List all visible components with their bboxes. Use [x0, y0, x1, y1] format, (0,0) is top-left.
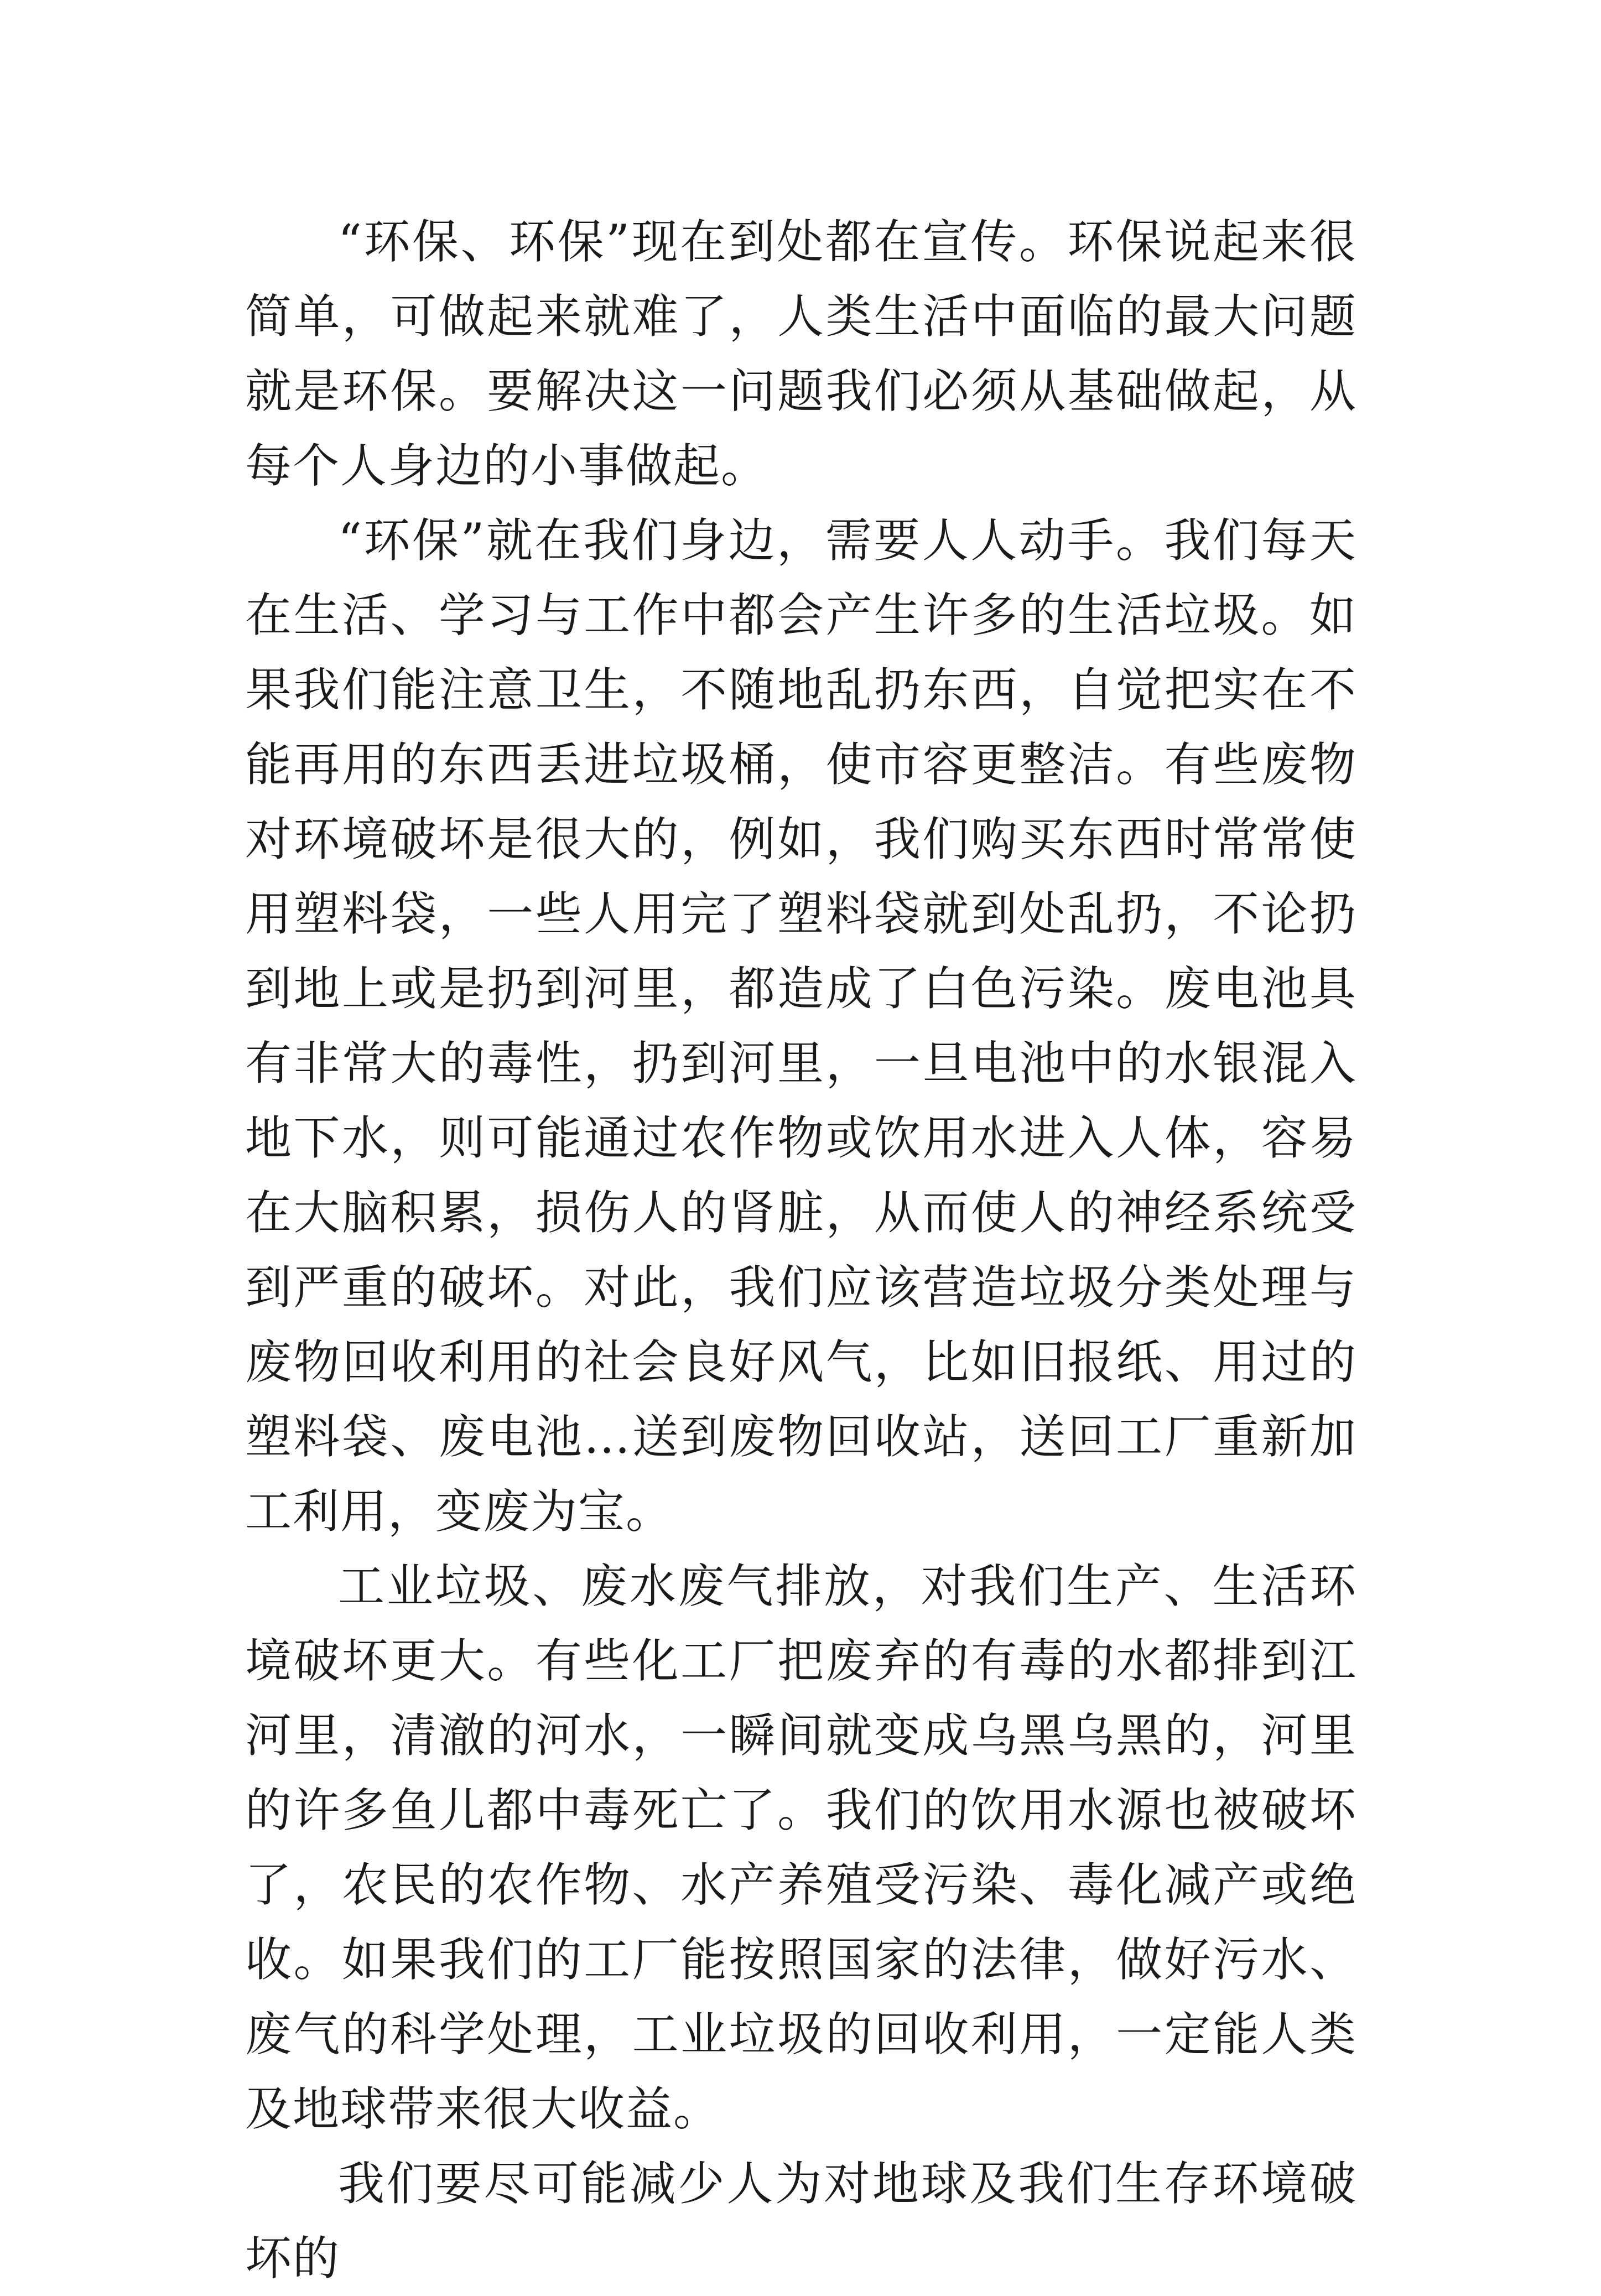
paragraph: 我们要尽可能减少人为对地球及我们生存环境破坏的: [245, 2157, 1357, 2285]
document-body: [245, 205, 1357, 2296]
paragraph: 工业垃圾、废水废气排放，对我们生产、生活环境破坏更大。有些化工厂把废弃的有毒的水都排到江河里，清澈的河水，一瞬间就变成乌黑乌黑的，河里的许多鱼儿都中毒死亡了。我们的饮用水源也被破坏了，农民的农作物、水产养殖受污染、毒化减产或绝收。如果我们的工厂能按照国家的法律，做好污水、废气的科学处理，工业垃圾的回收利用，一定能人类及地球带来很大收益。: [245, 1559, 1357, 2136]
paragraph: “环保、环保”现在到处都在宣传。环保说起来很简单，可做起来就难了，人类生活中面临的最大问题就是环保。要解决这一问题我们必须从基础做起，从每个人身边的小事做起。: [245, 215, 1357, 493]
paragraph: “环保”就在我们身边，需要人人动手。我们每天在生活、学习与工作中都会产生许多的生活垃圾。如果我们能注意卫生，不随地乱扔东西，自觉把实在不能再用的东西丢进垃圾桶，使市容更整洁。有些废物对环境破坏是很大的，例如，我们购买东西时常常使用塑料袋，一些人用完了塑料袋就到处乱扔，不论扔到地上或是扔到河里，都造成了白色污染。废电池具有非常大的毒性，扔到河里，一旦电池中的水银混入地下水，则可能通过农作物或饮用水进入人体，容易在大脑积累，损伤人的肾脏，从而使人的神经系统受到严重的破坏。对此，我们应该营造垃圾分类处理与废物回收利用的社会良好风气，比如旧报纸、用过的塑料袋、废电池…送到废物回收站，送回工厂重新加工利用，变废为宝。: [245, 513, 1357, 1539]
